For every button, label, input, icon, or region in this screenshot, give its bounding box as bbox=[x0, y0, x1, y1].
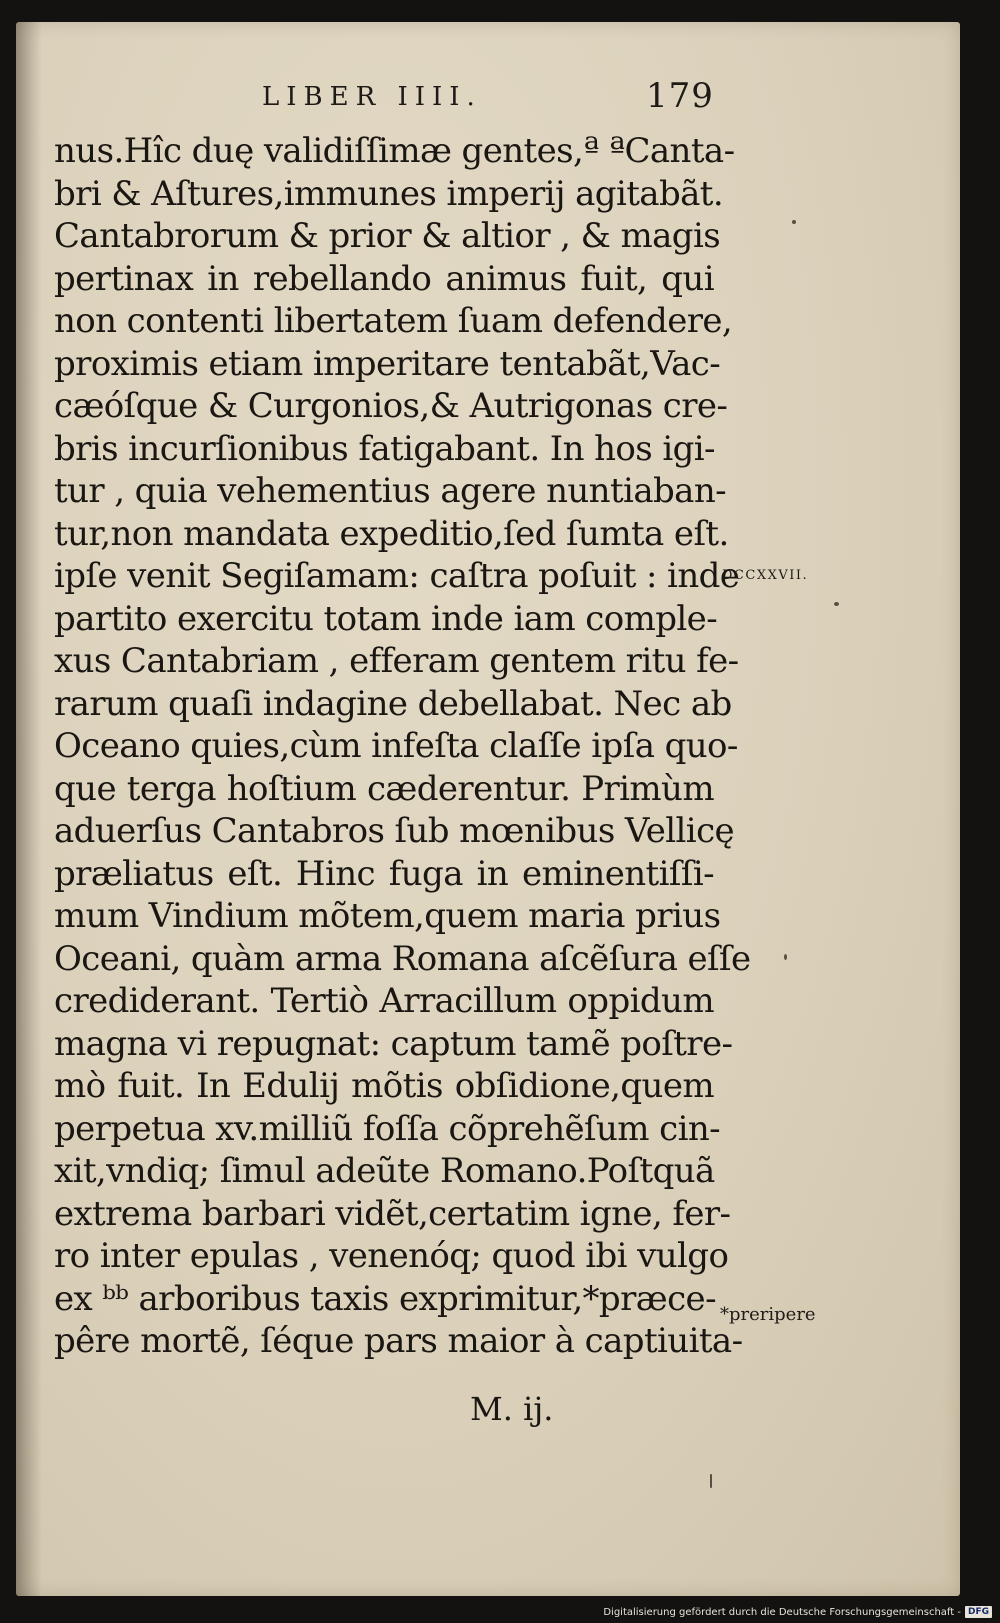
text-line: ipſe venit Segiſamam: caſtra poſuit : inde bbox=[54, 556, 740, 596]
text-line: bris incurſionibus fatigabant. In hos igi- bbox=[54, 428, 715, 469]
text-line: tur , quia vehementius agere nuntiaban- bbox=[54, 471, 727, 511]
text-line: Cantabrorum & prior & altior , & magis bbox=[54, 216, 721, 256]
body-text bbox=[54, 130, 751, 1363]
text-line: extrema barbari vidẽt,certatim igne, fer- bbox=[54, 1193, 731, 1234]
text-line: nus.Hîc duę validiſſimæ gentes,ª ªCanta- bbox=[54, 131, 735, 171]
dfg-logo: DFG bbox=[965, 1606, 992, 1618]
paper-speck bbox=[710, 1474, 712, 1488]
text-line: magna vi repugnat: captum tamẽ poſtre- bbox=[54, 1023, 733, 1064]
signature-mark: M. ij. bbox=[470, 1390, 554, 1428]
text-line: Oceani, quàm arma Romana aſcẽſura eſſe bbox=[54, 938, 751, 979]
text-line: cæóſque & Curgonios,& Autrigonas cre- bbox=[54, 386, 728, 426]
text-line: perpetua xv.milliũ foſſa cõprehẽſum cin- bbox=[54, 1108, 721, 1149]
text-line: bri & Aſtures,immunes imperij agitabãt. bbox=[54, 173, 724, 214]
page-number: 179 bbox=[646, 76, 714, 116]
paper-speck bbox=[784, 954, 787, 960]
text-line: pêre mortẽ, ſéque pars maior à captiuita- bbox=[54, 1321, 743, 1361]
gutter-shadow bbox=[16, 22, 42, 1596]
text-line: xit,vndiq; ſimul adeũte Romano.Poſtquã bbox=[54, 1151, 715, 1191]
text-line: præliatus eſt. Hinc fuga in eminentiſſi- bbox=[54, 853, 714, 894]
marginal-variant-note: *preripere bbox=[720, 1304, 816, 1325]
text-line: mò fuit. In Edulij mõtis obſidione,quem bbox=[54, 1066, 714, 1106]
credit-text: Digitalisierung gefördert durch die Deutsche Forschungsgemeinschaft - bbox=[603, 1606, 961, 1618]
text-line: proximis etiam imperitare tentabãt,Vac- bbox=[54, 343, 721, 384]
paper-speck bbox=[834, 602, 839, 606]
text-line: que terga hoſtium cæderentur. Primùm bbox=[54, 768, 714, 809]
text-line: xus Cantabriam , efferam gentem ritu fe- bbox=[54, 641, 739, 681]
text-line: ex ᵇᵇ arboribus taxis exprimitur,*præce- bbox=[54, 1278, 716, 1319]
text-line: pertinax in rebellando animus fuit, qui bbox=[54, 258, 714, 299]
text-line: rarum quaſi indagine debellabat. Nec ab bbox=[54, 683, 732, 724]
marginal-year-note: DCCXXVII. bbox=[722, 568, 809, 583]
digitization-credit bbox=[603, 1603, 992, 1621]
text-line: tur,non mandata expeditio,ſed ſumta eſt. bbox=[54, 513, 729, 554]
paper-speck bbox=[792, 220, 796, 224]
text-line: partito exercitu totam inde iam comple- bbox=[54, 598, 718, 639]
text-line: ro inter epulas , venenóq; quod ibi vulgo bbox=[54, 1236, 729, 1276]
text-line: non contenti libertatem ſuam defendere, bbox=[54, 301, 733, 341]
text-line: mum Vindium mõtem,quem maria prius bbox=[54, 896, 721, 936]
text-line: crediderant. Tertiò Arracillum oppidum bbox=[54, 981, 714, 1021]
paper-leaf bbox=[16, 22, 960, 1596]
text-line: Oceano quies,cùm infeſta claſſe ipſa quo- bbox=[54, 726, 738, 766]
running-head bbox=[262, 72, 714, 120]
running-title: LIBER IIII. bbox=[262, 82, 482, 112]
text-line: aduerſus Cantabros ſub mœnibus Vellicę bbox=[54, 811, 735, 851]
